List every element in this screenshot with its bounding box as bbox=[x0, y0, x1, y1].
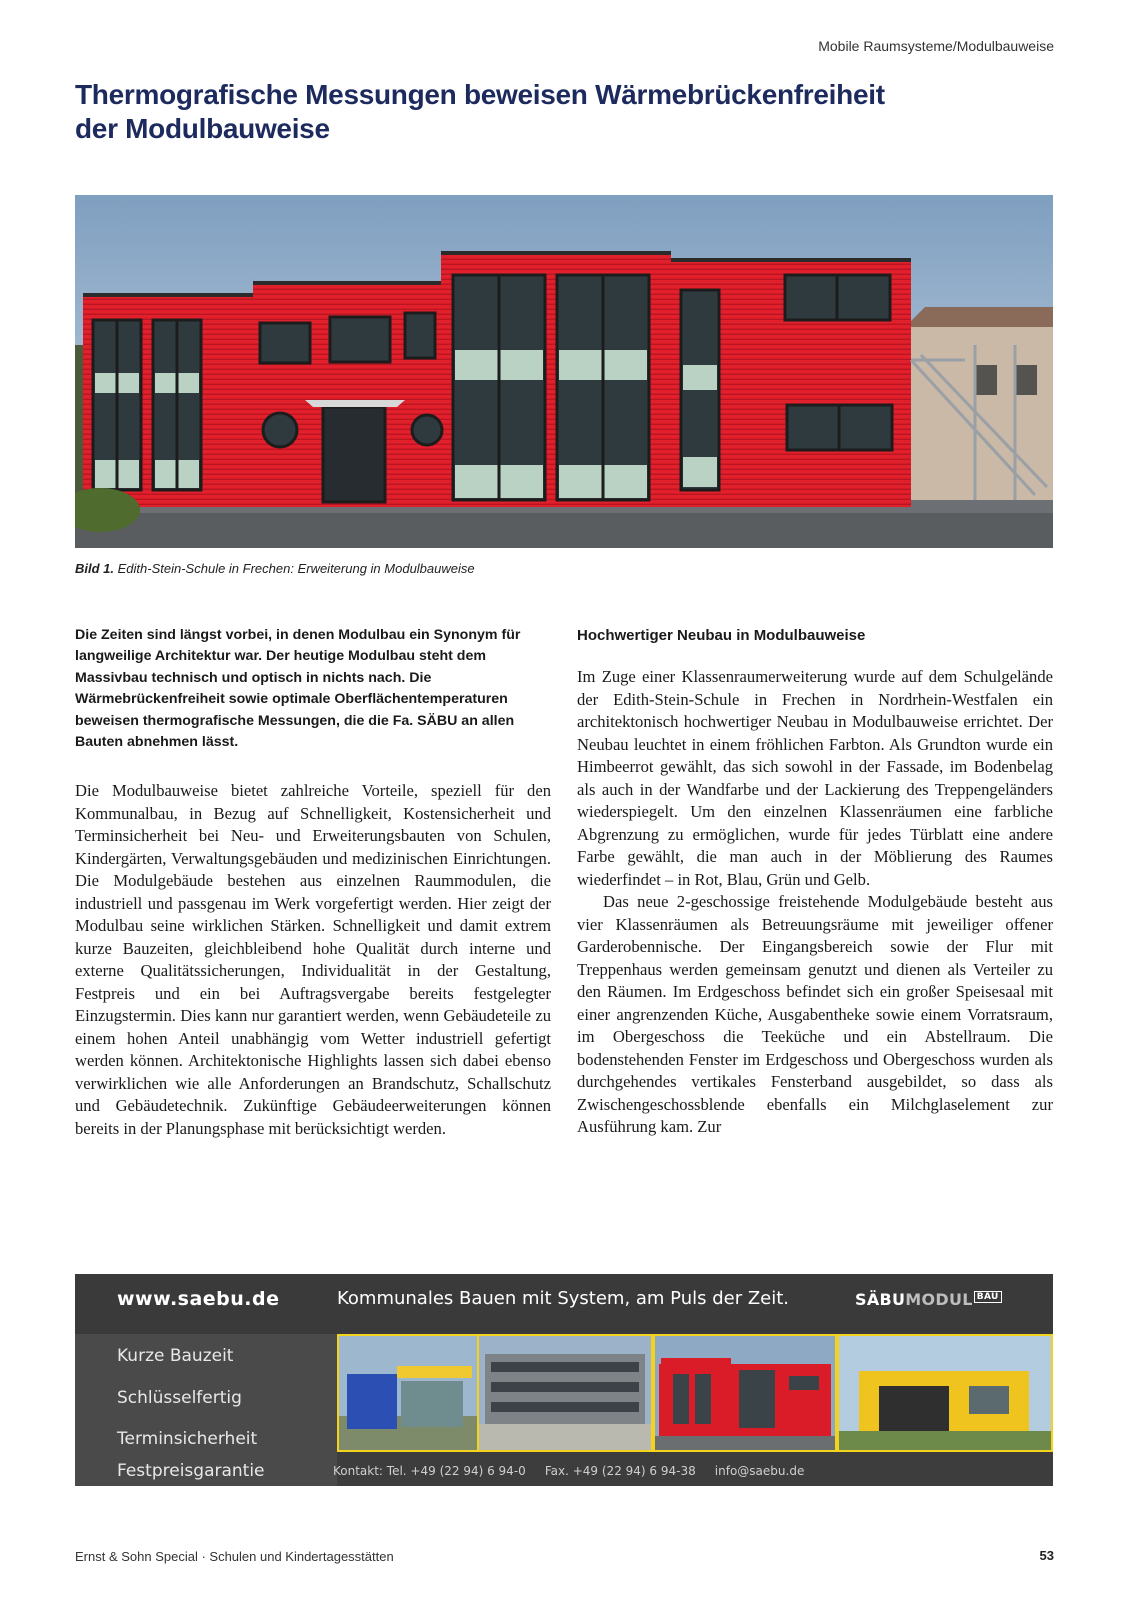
ad-feature-2: Schlüsselfertig bbox=[117, 1388, 242, 1408]
ad-banner bbox=[75, 1274, 1053, 1486]
ad-feature-1: Kurze Bauzeit bbox=[117, 1346, 234, 1366]
building-illustration bbox=[75, 195, 1053, 548]
section-label: Mobile Raumsysteme/Modulbauweise bbox=[818, 38, 1054, 54]
ad-photo-strip bbox=[339, 1336, 1051, 1450]
ad-brand-c: BAU bbox=[974, 1291, 1002, 1303]
ad-brand-b: MODUL bbox=[905, 1290, 973, 1309]
ad-slogan: Kommunales Bauen mit System, am Puls der Zeit. bbox=[337, 1288, 790, 1309]
body-paragraph-right-1: Im Zuge einer Klassenraumerweiterung wurde auf dem Schulgelände der Edith-Stein-Schule in Frechen in Nordrhein-Westfalen ein architektonisch hochwertiger Neubau in Modulbauweise errichtet. Der Neubau leuchtet in einem fröhlichen Farbton. Als Grundton wurde ein Himbeerrot gewählt, das sich sowohl in der Fassade, im Bodenbelag als auch in der Wandfarbe und der Lackierung des Treppengeländers wiederspiegelt. Um den einzelnen Klassenräumen eine farbliche Abgrenzung zu ermöglichen, wurde für jedes Türblatt eine andere Farbe gewählt, die man auch in der Möblierung des Raumes wiederfindet – in Rot, Blau, Grün und Gelb. bbox=[577, 667, 1053, 889]
subheading: Hochwertiger Neubau in Modulbauweise bbox=[577, 627, 866, 644]
ad-contact: Kontakt: Tel. +49 (22 94) 6 94-0 Fax. +49 (22 94) 6 94-38 info@saebu.de bbox=[333, 1464, 805, 1478]
figure-caption-text: Edith-Stein-Schule in Frechen: Erweiterung in Modulbauweise bbox=[117, 561, 475, 576]
footer-publication: Ernst & Sohn Special · Schulen und Kindertagesstätten bbox=[75, 1549, 394, 1564]
ad-brand-a: SÄBU bbox=[855, 1290, 906, 1309]
ad-feature-3: Terminsicherheit bbox=[117, 1429, 258, 1449]
ad-thumb-1 bbox=[339, 1336, 477, 1450]
building-photo bbox=[75, 195, 1053, 548]
ad-thumb-4 bbox=[839, 1336, 1051, 1450]
right-column bbox=[577, 625, 1053, 1139]
ad-feature-4: Festpreisgarantie bbox=[117, 1461, 265, 1481]
figure-caption bbox=[75, 561, 475, 576]
ad-thumb-3 bbox=[655, 1336, 835, 1450]
ad-brand-logo bbox=[855, 1290, 1002, 1309]
page-number: 53 bbox=[1039, 1548, 1054, 1563]
left-column bbox=[75, 625, 551, 1140]
title-line-2: der Modulbauweise bbox=[75, 113, 330, 144]
body-paragraph-left: Die Modulbauweise bietet zahlreiche Vorteile, speziell für den Kommunalbau, in Bezug auf Schnelligkeit, Kostensicherheit und Terminsicherheit bei Neu- und Erweiterungsbauten von Schulen, Kindergärten, Verwaltungsgebäuden und medizinischen Einrichtungen. Die Modulgebäude bestehen aus einzelnen Raummodulen, die industriell und passgenau im Werk vorgefertigt werden. Hier zeigt der Modulbau seine wirklichen Stärken. Schnelligkeit und damit extrem kurze Bauzeiten, gleichbleibend hohe Qualität durch interne und externe Qualitätssicherungen, Individualität in der Gestaltung, Festpreis und ein bei Auftragsvergabe bereits festgelegter Einzugstermin. Dies kann nur garantiert werden, wenn Gebäudeteile zu einem hohen Anteil unabhängig vom Wetter industriell gefertigt werden können. Architektonische Highlights lassen sich dabei ebenso verwirklichen wie alle Anforderungen an Brandschutz, Schallschutz und Gebäudetechnik. Zukünftige Gebäudeerweiterungen können bereits in der Planungsphase mit berücksichtigt werden. bbox=[75, 781, 551, 1138]
figure-label: Bild 1. bbox=[75, 561, 115, 576]
body-paragraph-right-2: Das neue 2-geschossige freistehende Modulgebäude besteht aus vier Klassenräumen als Betreuungsräume mit jeweiliger offener Garderobennische. Der Eingangsbereich sowie der Flur mit Treppenhaus werden gemeinsam genutzt und dienen als Verteiler zu den Räumen. Im Erdgeschoss befindet sich ein großer Speisesaal mit einer angrenzenden Küche, Ausgabentheke sowie einem Vorratsraum, im Obergeschoss die Teeküche und ein Abstellraum. Die bodenstehenden Fenster im Erdgeschoss und Obergeschoss wurden als durchgehendes vertikales Fensterband ausgebildet, so dass als Zwischengeschossblende ebenfalls ein Milchglaselement zur Ausführung kam. Zur bbox=[577, 892, 1053, 1136]
article-title bbox=[75, 78, 975, 146]
ad-thumb-2 bbox=[479, 1336, 651, 1450]
ad-url[interactable]: www.saebu.de bbox=[117, 1288, 280, 1310]
title-line-1: Thermografische Messungen beweisen Wärmebrückenfreiheit bbox=[75, 79, 885, 110]
lead-paragraph: Die Zeiten sind längst vorbei, in denen Modulbau ein Synonym für langweilige Architektur war. Der heutige Modulbau steht dem Massivbau technisch und optisch in nichts nach. Die Wärmebrückenfreiheit sowie optimale Oberflächentemperaturen beweisen thermografische Messungen, die die Fa. SÄBU an allen Bauten abnehmen lässt. bbox=[75, 627, 521, 751]
